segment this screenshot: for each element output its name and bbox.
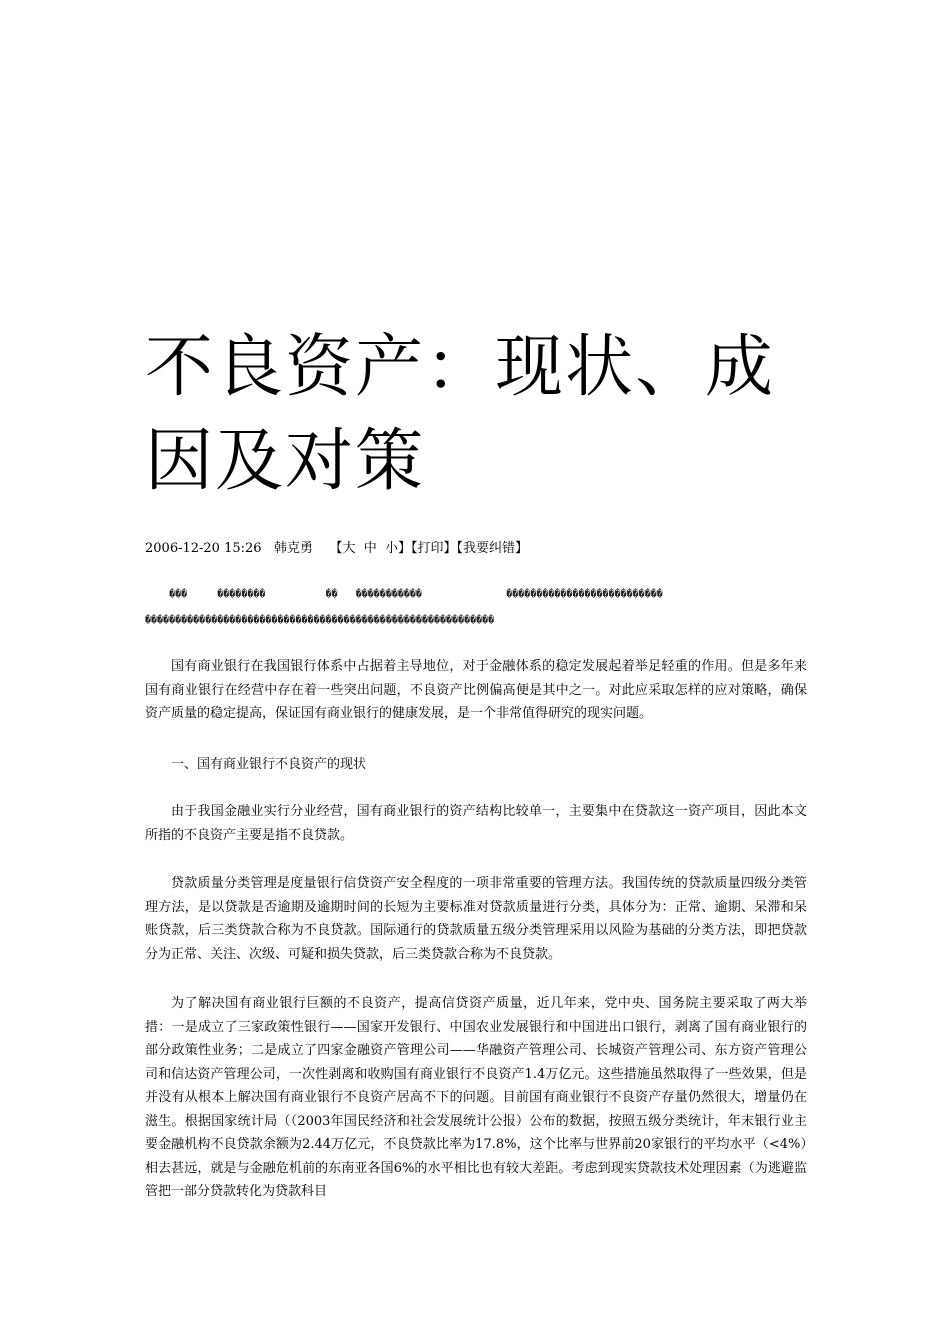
paragraph: 由于我国金融业实行分业经营，国有商业银行的资产结构比较单一，主要集中在贷款这一资产项目，因此本文所指的不良资产主要是指不良贷款。: [145, 804, 807, 843]
garbled-text-line: ����������������������������������������������������������: [145, 615, 495, 626]
garbled-text-line: ��� �������� �� ����������� ��������������������������: [145, 589, 663, 600]
section-heading: 一、国有商业银行不良资产的现状: [171, 757, 367, 772]
paragraph: 国有商业银行在我国银行体系中占据着主导地位，对于金融体系的稳定发展起着举足轻重的作用。但是多年来国有商业银行在经营中存在着一些突出问题，不良资产比例偏高便是其中之一。对此应采取怎样的应对策略，确保资产质量的稳定提高，保证国有商业银行的健康发展，是一个非常值得研究的现实问题。: [145, 659, 807, 721]
paragraph: 贷款质量分类管理是度量银行信贷资产安全程度的一项非常重要的管理方法。我国传统的贷款质量四级分类管理方法，是以贷款是否逾期及逾期时间的长短为主要标准对贷款质量进行分类，具体分为：正常、逾期、呆滞和呆账贷款，后三类贷款合称为不良贷款。国际通行的贷款质量五级分类管理采用以风险为基础的分类方法，即把贷款分为正常、关注、次级、可疑和损失贷款，后三类贷款合称为不良贷款。: [145, 876, 807, 962]
article-title: 不良资产：现状、成因及对策: [145, 327, 776, 501]
paragraph: 为了解决国有商业银行巨额的不良资产，提高信贷资产质量，近几年来，党中央、国务院主要采取了两大举措：一是成立了三家政策性银行——国家开发银行、中国农业发展银行和中国进出口银行，剥离了国有商业银行的部分政策性业务；二是成立了四家金融资产管理公司——华融资产管理公司、长城资产管理公司、东方资产管理公司和信达资产管理公司，一次性剥离和收购国有商业银行不良资产1.4万亿元。这些措施虽然取得了一些效果，但是并没有从根本上解决国有商业银行不良资产居高不下的问题。目前国有商业银行不良资产存量仍然很大，增量仍在滋生。根据国家统计局（（2003年国民经济和社会发展统计公报）公布的数据，按照五级分类统计，年末银行业主要金融机构不良贷款余额为2.44万亿元，不良贷款比率为17.8%，这个比率与世界前20家银行的平均水平（<4%）相去甚远，就是与金融危机前的东南亚各国6%的水平相比也有较大差距。考虑到现实贷款技术处理因素（为逃避监管把一部分贷款转化为贷款科目: [145, 996, 807, 1199]
article-meta: 2006-12-20 15:26 韩克勇 【大 中 小】【打印】【我要纠错】: [145, 541, 529, 556]
